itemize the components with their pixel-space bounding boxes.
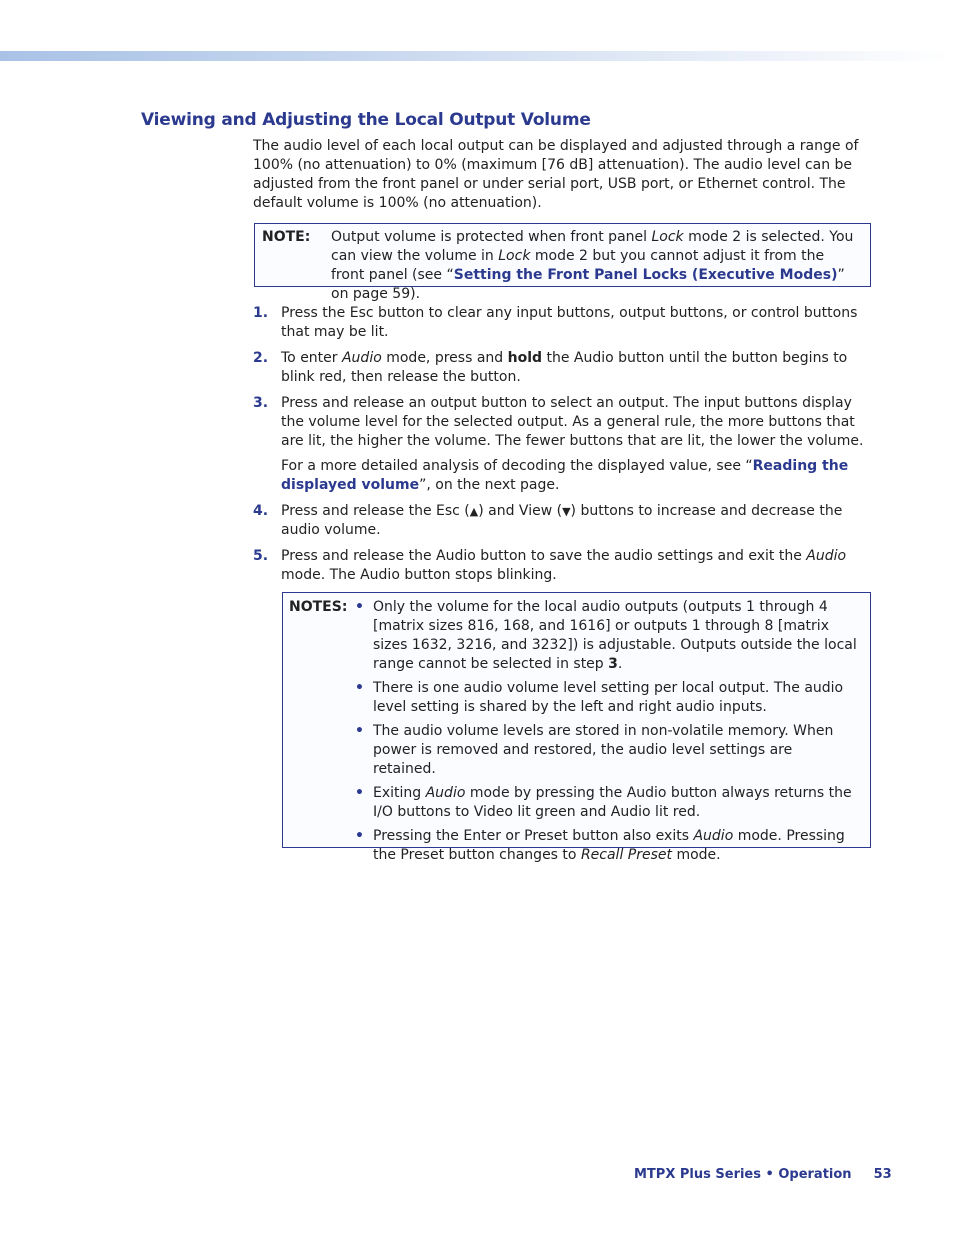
note-box bbox=[254, 223, 871, 302]
section-heading: Viewing and Adjusting the Local Output Volume bbox=[141, 110, 591, 130]
step-text: Press and release an output button to select an output. The input buttons display the volume level for the selected output. As a general rule, the more buttons that are lit, the higher the volume. The fewer buttons that are lit, the lower the volume. bbox=[281, 395, 864, 449]
step-number: 2. bbox=[253, 350, 269, 366]
reading-displayed-volume-link[interactable]: Reading the displayed volume bbox=[281, 458, 849, 493]
notes-label: NOTES: bbox=[289, 599, 348, 615]
note-item: • Exiting Audio mode by pressing the Audio button always returns the I/O buttons to Video lit green and Audio lit red. bbox=[355, 785, 852, 820]
note-text: Output volume is protected when front panel Lock mode 2 is selected. You can view the volume in Lock mode 2 but you cannot adjust it from the front panel (see “Setting the Front Panel Locks (Executive Modes)” on page 59). bbox=[331, 229, 854, 302]
page-number: 53 bbox=[873, 1167, 892, 1182]
note-item: • The audio volume levels are stored in non-volatile memory. When power is removed and restored, the audio level settings are retained. bbox=[355, 723, 834, 777]
notes-list bbox=[353, 598, 858, 870]
note-item: • Pressing the Enter or Preset button also exits Audio mode. Pressing the Preset button changes to Recall Preset mode. bbox=[355, 828, 845, 863]
note-label: NOTE: bbox=[262, 229, 311, 245]
step-text: Press and release the Audio button to save the audio settings and exit the Audio mode. The Audio button stops blinking. bbox=[281, 548, 847, 583]
bullet-icon: • bbox=[355, 785, 364, 801]
note-item: • Only the volume for the local audio outputs (outputs 1 through 4 [matrix sizes 816, 168, and 1616] or outputs 1 through 8 [matrix sizes 1632, 3216, and 3232]) is adjustable. Outputs outside the local range cannot be selected in step 3. bbox=[355, 599, 857, 672]
step-3 bbox=[253, 394, 873, 495]
bullet-icon: • bbox=[355, 599, 364, 615]
up-arrow-icon: ▲ bbox=[469, 505, 479, 518]
step-text: Press and release the Esc (▲) and View (▼) buttons to increase and decrease the audio volume. bbox=[281, 503, 843, 538]
step-2 bbox=[253, 349, 873, 387]
bullet-icon: • bbox=[355, 723, 364, 739]
front-panel-locks-link[interactable]: Setting the Front Panel Locks (Executive Modes) bbox=[453, 267, 838, 283]
step-5 bbox=[253, 547, 873, 585]
step-4 bbox=[253, 502, 873, 540]
step-1 bbox=[253, 304, 873, 342]
page-footer bbox=[634, 1167, 892, 1182]
steps-list bbox=[253, 304, 873, 592]
step-number: 4. bbox=[253, 503, 269, 519]
step-number: 1. bbox=[253, 305, 269, 321]
header-band bbox=[0, 51, 954, 61]
down-arrow-icon: ▼ bbox=[562, 505, 571, 518]
step-subtext: For a more detailed analysis of decoding the displayed value, see “Reading the displayed volume”, on the next page. bbox=[281, 458, 849, 493]
step-number: 3. bbox=[253, 395, 269, 411]
step-number: 5. bbox=[253, 548, 269, 564]
intro-paragraph: The audio level of each local output can be displayed and adjusted through a range of 100% (no attenuation) to 0% (maximum [76 dB] attenuation). The audio level can be adjusted from the front panel or under serial port, USB port, or Ethernet control. The default volume is 100% (no attenuation). bbox=[253, 138, 859, 211]
footer-series: MTPX Plus Series • Operation bbox=[634, 1167, 852, 1182]
bullet-icon: • bbox=[355, 828, 364, 844]
step-text: To enter Audio mode, press and hold the Audio button until the button begins to blink red, then release the button. bbox=[281, 350, 848, 385]
notes-box bbox=[282, 592, 871, 863]
bullet-icon: • bbox=[355, 680, 364, 696]
note-item: • There is one audio volume level setting per local output. The audio level setting is shared by the left and right audio inputs. bbox=[355, 680, 844, 715]
step-text: Press the Esc button to clear any input buttons, output buttons, or control buttons that may be lit. bbox=[281, 305, 858, 340]
